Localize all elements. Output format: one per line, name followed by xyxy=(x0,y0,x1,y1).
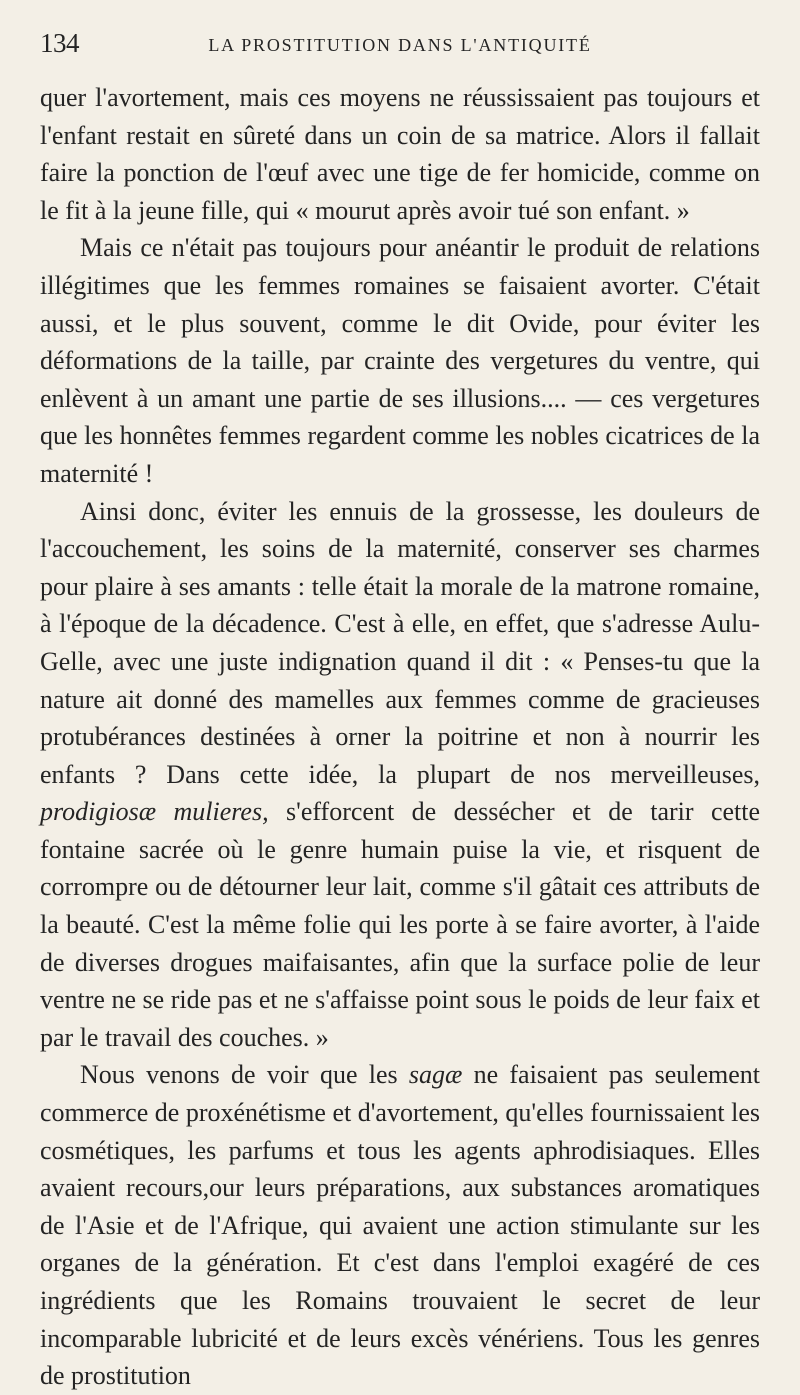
running-title: LA PROSTITUTION DANS L'ANTIQUITÉ xyxy=(208,35,592,55)
paragraph-continuation xyxy=(40,79,760,229)
body-text xyxy=(40,79,760,1395)
latin-term: sagæ xyxy=(408,1060,463,1090)
paragraph-text: s'efforcent de dessécher et de tarir cette fontaine sacrée où le genre humain puise la vie, et risquent de corrompre ou de détourner leur lait, comme s'il gâtait ces attributs de la beauté. C'est la même folie qui les porte à se faire avorter, à l'aide de diverses drogues maifaisantes, afin que la surface polie de leur ventre ne se ride pas et ne s'affaisse point sous le poids de leur faix et par le travail des couches. » xyxy=(40,797,761,1052)
latin-phrase: prodigiosæ mulieres, xyxy=(40,797,269,827)
paragraph-text: Nous venons de voir que les xyxy=(80,1060,398,1090)
paragraph xyxy=(40,1056,760,1394)
paragraph-text: Ainsi donc, éviter les ennuis de la grossesse, les douleurs de l'accouchement, les soins de la maternité, conserver ses charmes pour plaire à ses amants : telle était la morale de la matrone romaine, à l'époque de la décadence. C'est à elle, en effet, que s'adresse Aulu-Gelle, avec une juste indignation quand il dit : « Penses-tu que la nature ait donné des mamelles aux femmes comme de gracieuses protubérances destinées à orner la poitrine et non à nourrir les enfants ? Dans cette idée, la plupart de nos merveilleuses, xyxy=(40,496,760,789)
paragraph-text: Mais ce n'était pas toujours pour anéantir le produit de relations illégitimes que les femmes romaines se faisaient avorter. C'était aussi, et le plus souvent, comme le dit Ovide, pour éviter les déformations de la taille, par crainte des vergetures du ventre, qui enlèvent à un amant une partie de ses illusions.... — ces vergetures que les honnêtes femmes regardent comme les nobles cicatrices de la maternité ! xyxy=(40,233,760,488)
paragraph-text: quer l'avortement, mais ces moyens ne réussissaient pas toujours et l'enfant restait en sûreté dans un coin de sa matrice. Alors il fallait faire la ponction de l'œuf avec une tige de fer homicide, comme on le fit à la jeune fille, qui « mourut après avoir tué son enfant. » xyxy=(40,83,760,225)
paragraph xyxy=(40,229,760,492)
paragraph xyxy=(40,493,760,1057)
running-header xyxy=(40,28,760,68)
paragraph-text: ne faisaient pas seulement commerce de proxénétisme et d'avortement, qu'elles fournissaient les cosmétiques, les parfums et tous les agents aphrodisiaques. Elles avaient recours,our leurs préparations, aux substances aromatiques de l'Asie et de l'Afrique, qui avaient une action stimulante sur les organes de la génération. Et c'est dans l'emploi exagéré de ces ingrédients que les Romains trouvaient le secret de leur incomparable lubricité et de leurs excès vénériens. Tous les genres de prostitution xyxy=(40,1060,760,1391)
page-number: 134 xyxy=(40,28,79,58)
